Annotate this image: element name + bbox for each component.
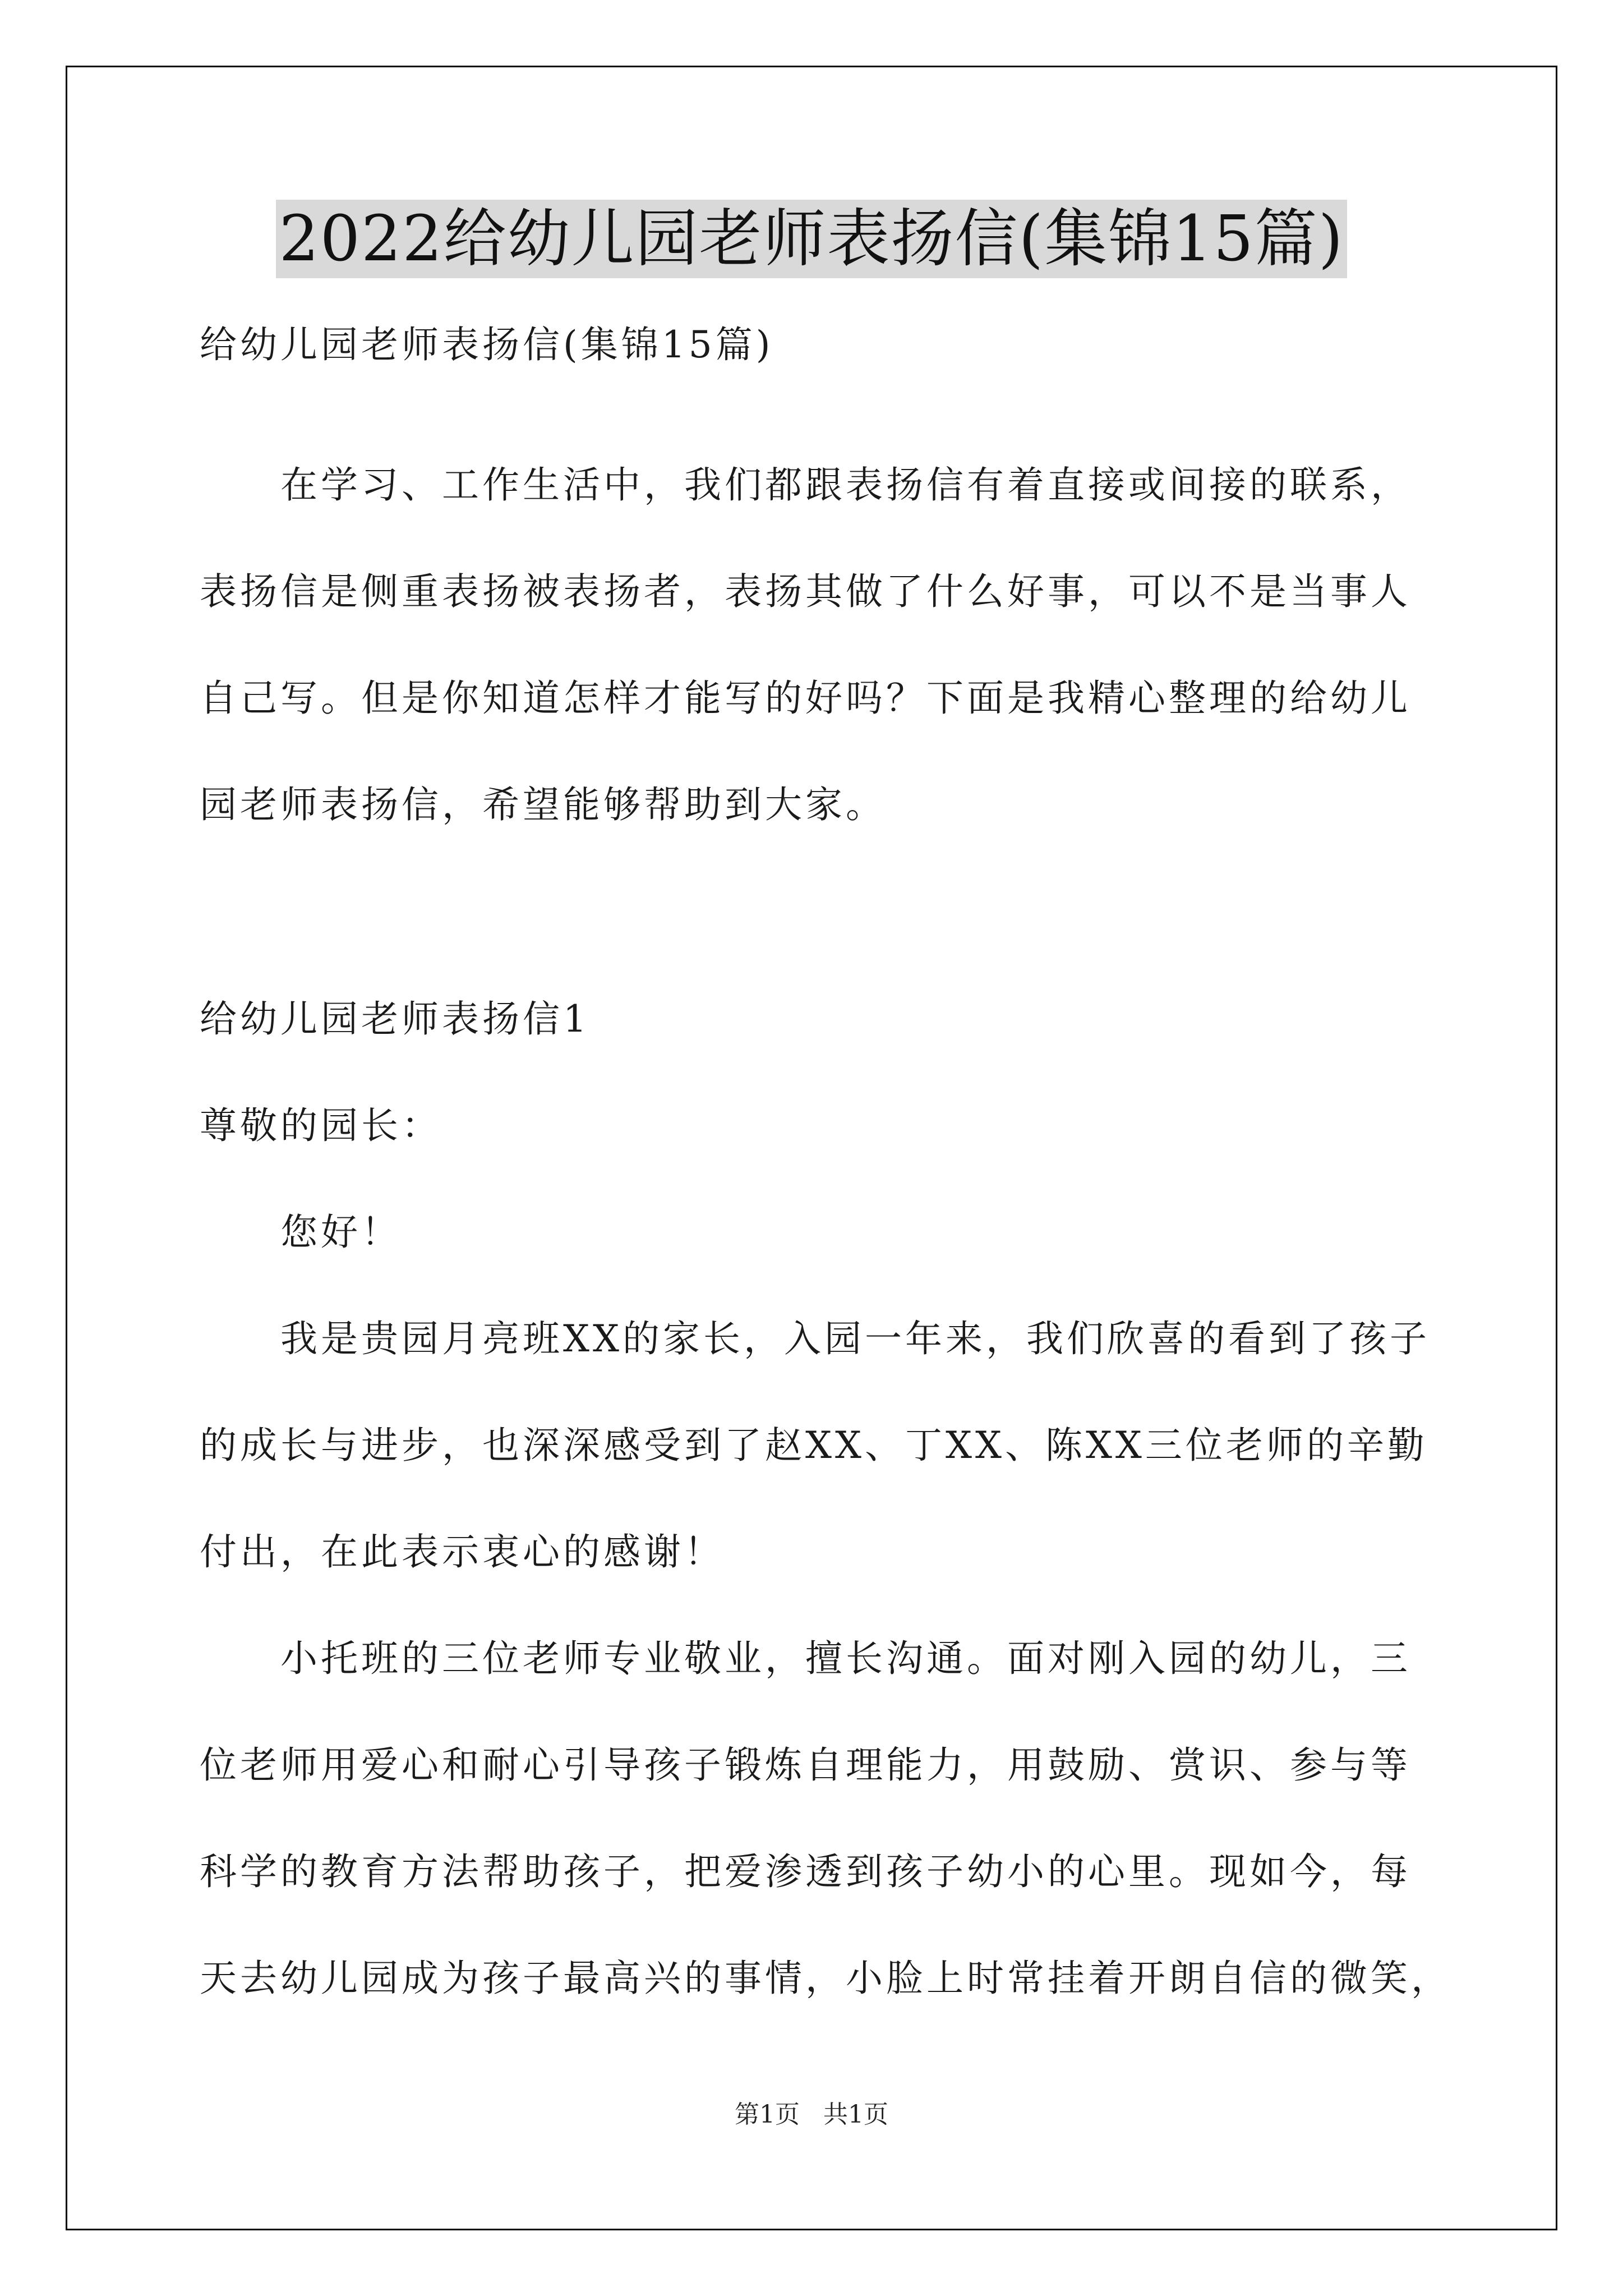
intro-line-1: 在学习、工作生活中，我们都跟表扬信有着直接或间接的联系， <box>280 463 1411 507</box>
intro-line-2: 表扬信是侧重表扬被表扬者，表扬其做了什么好事，可以不是当事人 <box>200 570 1411 613</box>
intro-line-4: 园老师表扬信，希望能够帮助到大家。 <box>200 783 886 826</box>
paragraph1-line-1: 我是贵园月亮班XX的家长，入园一年来，我们欣喜的看到了孩子 <box>280 1317 1430 1360</box>
document-title: 2022给幼儿园老师表扬信(集锦15篇) <box>276 200 1348 278</box>
paragraph2-line-1: 小托班的三位老师专业敬业，擅长沟通。面对刚入园的幼儿，三 <box>280 1637 1411 1680</box>
paragraph2-line-3: 科学的教育方法帮助孩子，把爱渗透到孩子幼小的心里。现如今，每 <box>200 1850 1411 1893</box>
page-footer <box>0 2098 1623 2132</box>
intro-line-3: 自己写。但是你知道怎样才能写的好吗？下面是我精心整理的给幼儿 <box>200 677 1411 720</box>
page-number-current: 第1页 <box>735 2100 800 2129</box>
paragraph2-line-2: 位老师用爱心和耐心引导孩子锻炼自理能力，用鼓励、赏识、参与等 <box>200 1743 1411 1787</box>
section-heading: 给幼儿园老师表扬信1 <box>200 997 590 1041</box>
paragraph1-line-2: 的成长与进步，也深深感受到了赵XX、丁XX、陈XX三位老师的辛勤 <box>200 1424 1428 1467</box>
paragraph2-line-4: 天去幼儿园成为孩子最高兴的事情，小脸上时常挂着开朗自信的微笑， <box>200 1957 1451 2000</box>
title-container <box>0 200 1623 278</box>
paragraph1-line-3: 付出，在此表示衷心的感谢！ <box>200 1530 725 1573</box>
salutation: 尊敬的园长： <box>200 1104 442 1147</box>
greeting: 您好！ <box>280 1211 402 1254</box>
document-subtitle: 给幼儿园老师表扬信(集锦15篇) <box>200 323 774 366</box>
page-number-total: 共1页 <box>823 2100 888 2129</box>
